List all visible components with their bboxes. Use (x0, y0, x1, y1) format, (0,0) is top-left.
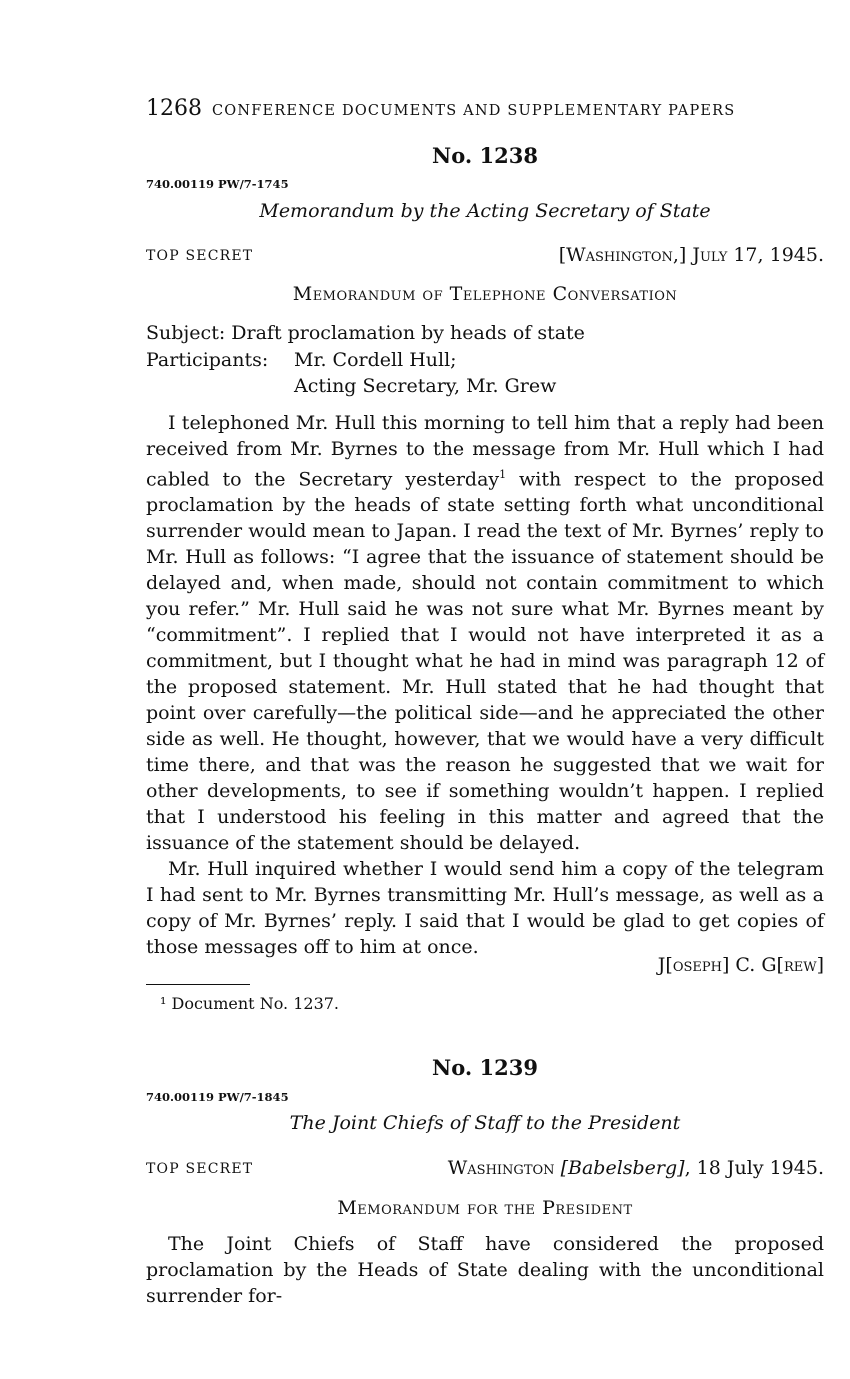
paragraph-text: I telephoned Mr. Hull this morning to tell him that a reply had been received from Mr. Byrnes to the message from Mr. Hull which I had cabled to the Secretary yesterday (146, 412, 824, 491)
document-number: No. 1239 (432, 1055, 538, 1080)
running-title: CONFERENCE DOCUMENTS AND SUPPLEMENTARY PAPERS (212, 103, 736, 119)
footnote: ¹ Document No. 1237. (160, 994, 340, 1013)
classification: TOP SECRET (146, 248, 254, 264)
file-number: 740.00119 PW/7-1845 (146, 1090, 289, 1104)
participant: Acting Secretary, Mr. Grew (294, 375, 557, 397)
page-number: 1268 (146, 96, 202, 121)
paragraph (146, 410, 824, 856)
dateline: [Washington,] July 17, 1945. (558, 244, 824, 266)
memo-body (146, 1231, 824, 1309)
footnote-rule (146, 984, 250, 985)
paragraph-text: with respect to the proposed proclamation by the heads of state setting forth what unconditional surrender would mean to Japan. I read the text of Mr. Byrnes’ reply to Mr. Hull as follows: “I agree that the issuance of statement should be delayed and, when made, should not contain commitment to which you refer.” Mr. Hull said he was not sure what Mr. Byrnes meant by “commitment”. I replied that I would not have interpreted it as a commitment, but I thought what he had in mind was paragraph 12 of the proposed statement. Mr. Hull stated that he had thought that point over carefully—the political side—and he appreciated the other side as well. He thought, however, that we would have a very difficult time there, and that was the reason he suggested that we wait for other developments, to see if something wouldn’t happen. I replied that I understood his feeling in this matter and agreed that the issuance of the statement should be delayed. (146, 468, 824, 855)
file-number: 740.00119 PW/7-1745 (146, 177, 289, 191)
paragraph: The Joint Chiefs of Staff have considered the proposed proclamation by the Heads of State dealing with the unconditional surrender for- (146, 1233, 824, 1307)
participants-label: Participants: (146, 349, 269, 371)
dateline-place-italic: [Babelsberg] (560, 1157, 685, 1179)
paragraph: Mr. Hull inquired whether I would send him a copy of the telegram I had sent to Mr. Byrnes transmitting Mr. Hull’s message, as well as a copy of Mr. Byrnes’ reply. I said that I would be glad to get copies of those messages off to him at once. (146, 858, 824, 959)
memo-heading: Memorandum of Telephone Conversation (292, 283, 678, 305)
dateline (448, 1157, 824, 1179)
memo-body (146, 410, 824, 960)
subject-line: Subject: Draft proclamation by heads of state (146, 322, 585, 344)
running-head (146, 96, 824, 121)
document-number: No. 1238 (432, 143, 538, 168)
footnote-ref: 1 (499, 468, 507, 481)
memo-heading: Memorandum for the President (337, 1197, 633, 1219)
dateline-date: , 18 July 1945. (684, 1157, 824, 1179)
dateline-place: Washington (447, 1157, 555, 1179)
signature: J[oseph] C. G[rew] (657, 954, 824, 976)
participant: Mr. Cordell Hull; (294, 349, 457, 371)
classification: TOP SECRET (146, 1161, 254, 1177)
document-title: The Joint Chiefs of Staff to the President (289, 1112, 681, 1134)
document-title: Memorandum by the Acting Secretary of State (259, 200, 711, 222)
